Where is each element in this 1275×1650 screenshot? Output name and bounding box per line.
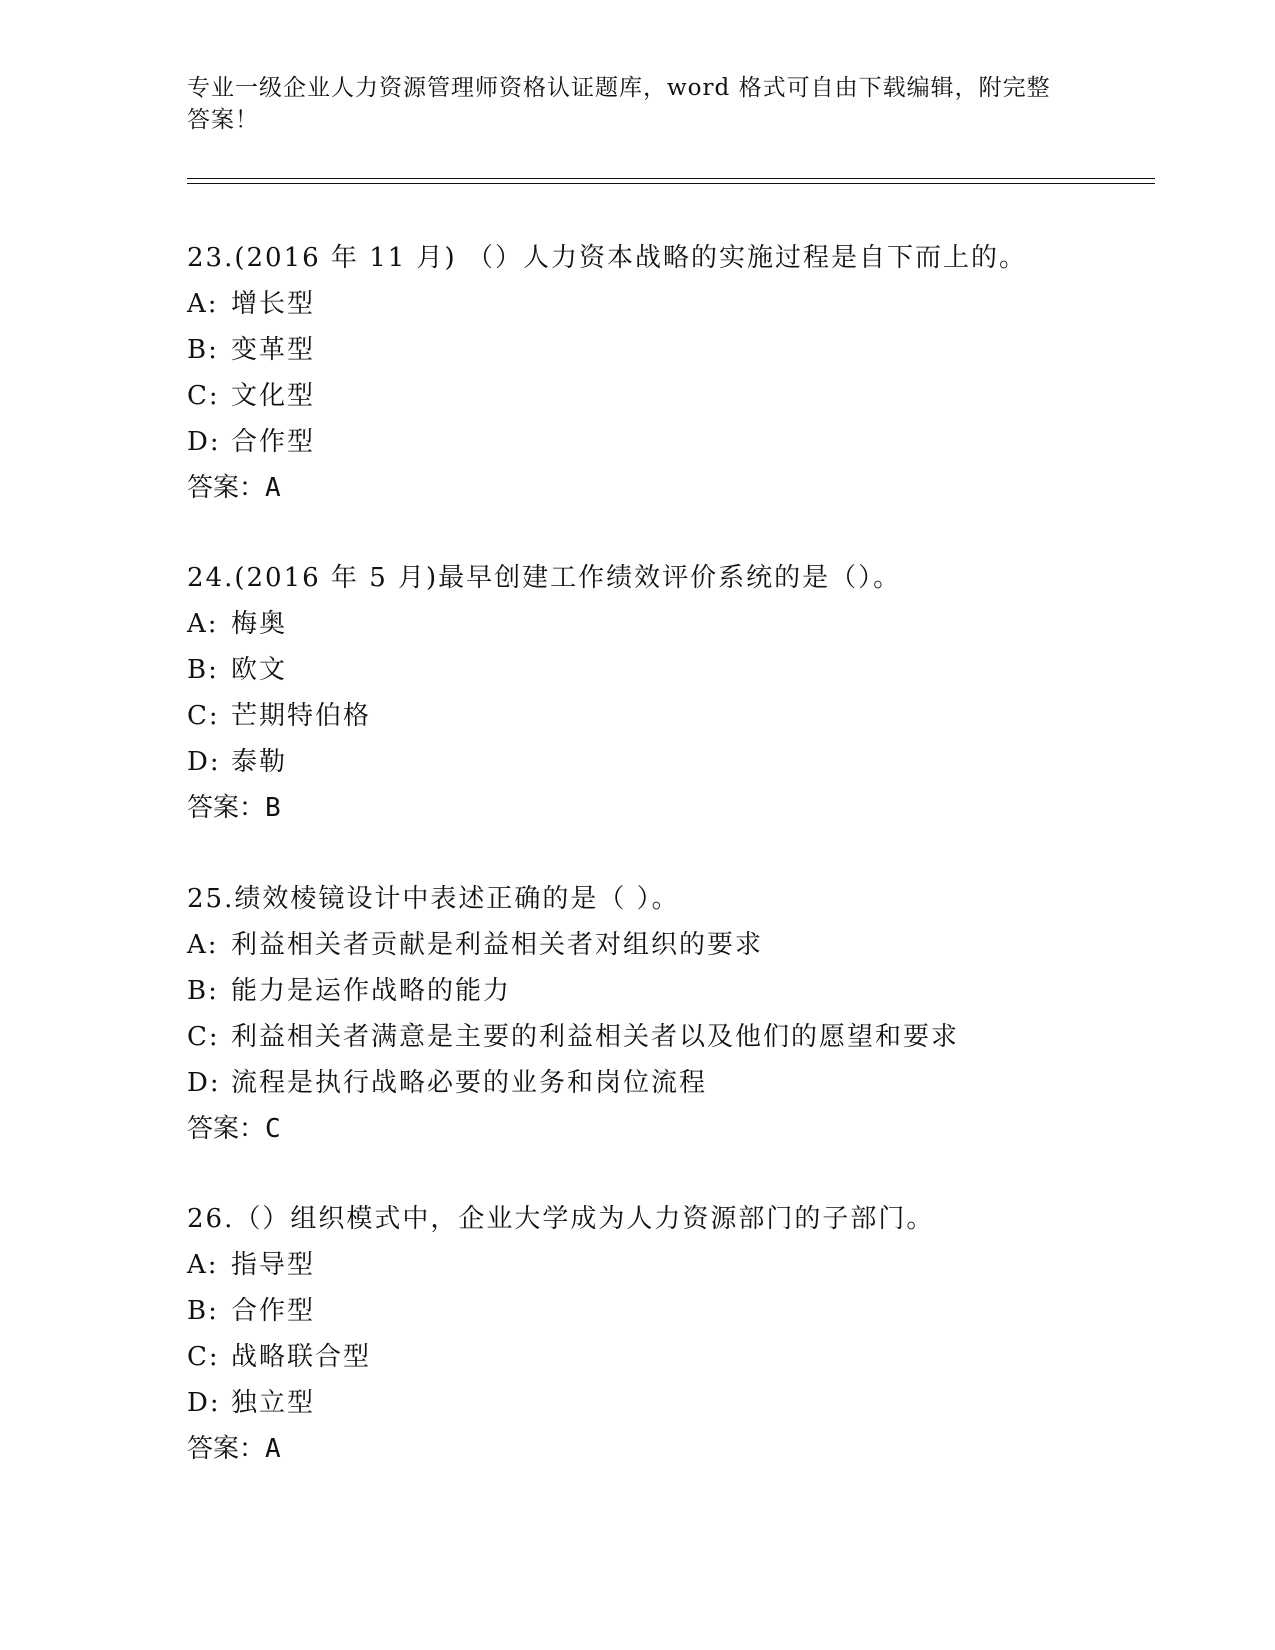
option-d [187,1380,1187,1426]
option-a [187,601,1187,647]
option-key: B: [187,976,219,1006]
header-divider-top [187,178,1155,179]
question-text: 25.绩效棱镜设计中表述正确的是（ ）。 [187,884,680,914]
option-b [187,1288,1187,1334]
answer-label: 答案： [187,473,266,503]
option-key: A: [187,609,219,639]
answer-line [187,785,1187,831]
answer-value: A [265,473,281,503]
header-divider-bottom [187,183,1155,184]
option-key: C: [187,1022,220,1052]
option-key: A: [187,289,219,319]
option-key: A: [187,930,219,960]
option-a [187,1242,1187,1288]
option-b [187,327,1187,373]
option-text: 欧文 [231,655,288,685]
option-text: 梅奥 [231,609,288,639]
option-text: 流程是执行战略必要的业务和岗位流程 [231,1068,708,1098]
header-line-2: 答案！ [187,107,259,133]
answer-line [187,465,1187,511]
option-c [187,693,1187,739]
option-a [187,281,1187,327]
answer-value: A [265,1434,281,1464]
option-key: C: [187,381,220,411]
option-key: B: [187,1296,219,1326]
option-key: B: [187,335,219,365]
option-key: B: [187,655,219,685]
question-text: 26.（）组织模式中，企业大学成为人力资源部门的子部门。 [187,1204,935,1234]
question-23 [187,235,1187,511]
option-c [187,1014,1187,1060]
option-key: D: [187,1388,221,1418]
option-text: 独立型 [231,1388,316,1418]
option-key: D: [187,1068,221,1098]
option-text: 战略联合型 [231,1342,372,1372]
option-text: 合作型 [231,427,316,457]
answer-label: 答案： [187,793,266,823]
option-d [187,1060,1187,1106]
header-line-1: 专业一级企业人力资源管理师资格认证题库，word 格式可自由下载编辑，附完整 [187,75,1051,101]
answer-label: 答案： [187,1434,266,1464]
option-key: A: [187,1250,219,1280]
answer-value: B [265,793,281,823]
answer-label: 答案： [187,1114,266,1144]
option-text: 指导型 [231,1250,316,1280]
option-key: C: [187,701,220,731]
option-b [187,647,1187,693]
option-c [187,1334,1187,1380]
option-text: 合作型 [231,1296,316,1326]
question-24 [187,555,1187,831]
question-text: 24.(2016 年 5 月)最早创建工作绩效评价系统的是（）。 [187,563,902,593]
option-d [187,739,1187,785]
answer-line [187,1106,1187,1152]
question-26 [187,1196,1187,1472]
question-text: 23.(2016 年 11 月) （）人力资本战略的实施过程是自下而上的。 [187,243,1027,273]
question-25 [187,876,1187,1152]
option-d [187,419,1187,465]
answer-line [187,1426,1187,1472]
option-text: 变革型 [231,335,316,365]
option-key: D: [187,747,221,777]
option-key: D: [187,427,221,457]
option-text: 能力是运作战略的能力 [231,976,512,1006]
option-text: 利益相关者满意是主要的利益相关者以及他们的愿望和要求 [231,1022,960,1052]
option-text: 利益相关者贡献是利益相关者对组织的要求 [231,930,764,960]
option-c [187,373,1187,419]
option-text: 增长型 [231,289,316,319]
option-b [187,968,1187,1014]
option-key: C: [187,1342,220,1372]
option-a [187,922,1187,968]
option-text: 文化型 [231,381,316,411]
option-text: 泰勒 [231,747,288,777]
option-text: 芒期特伯格 [231,701,372,731]
answer-value: C [265,1114,281,1144]
document-header [187,72,1087,136]
